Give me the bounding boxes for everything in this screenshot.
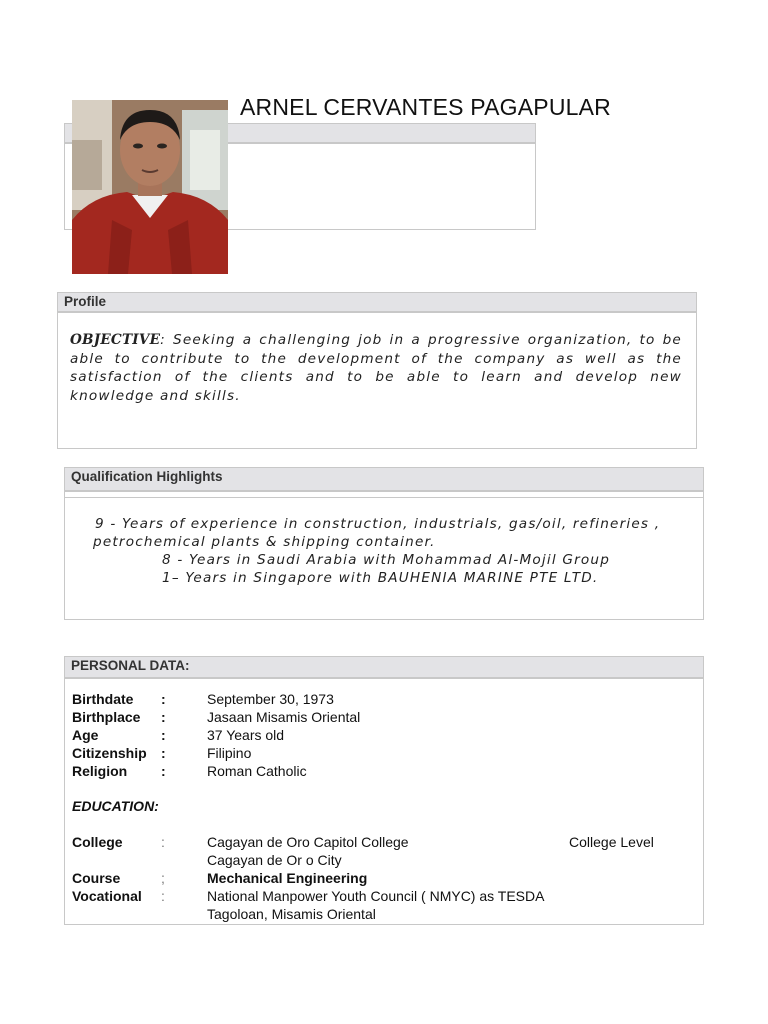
age-label: Age	[72, 727, 99, 743]
college-city: Cagayan de Or o City	[207, 852, 342, 868]
vocational-location: Tagoloan, Misamis Oriental	[207, 906, 376, 922]
profile-heading: Profile	[58, 293, 696, 313]
objective-paragraph	[70, 331, 682, 405]
personal-data-section	[64, 656, 704, 925]
age-value: 37 Years old	[207, 727, 285, 743]
college-level: College Level	[569, 834, 654, 850]
vocational-value: National Manpower Youth Council ( NMYC) as TESDA	[207, 888, 545, 904]
vocational-label: Vocational	[72, 888, 142, 904]
vocational-colon: :	[161, 888, 165, 904]
qualification-line-4: 1– Years in Singapore with BAUHENIA MARINE PTE LTD.	[162, 570, 599, 586]
qualification-line-2: petrochemical plants & shipping container.	[93, 534, 436, 550]
education-heading: EDUCATION:	[72, 798, 159, 814]
qualifications-divider	[65, 490, 703, 498]
personal-data-heading: PERSONAL DATA:	[65, 657, 703, 679]
course-label: Course	[72, 870, 121, 886]
birthplace-label: Birthplace	[72, 709, 141, 725]
qualification-line-1: 9 - Years of experience in construction, industrials, gas/oil, refineries ,	[95, 516, 661, 532]
profile-photo	[72, 100, 228, 274]
birthdate-value: September 30, 1973	[207, 691, 334, 707]
age-colon: :	[161, 727, 166, 743]
college-colon: :	[161, 834, 165, 850]
citizenship-label: Citizenship	[72, 745, 147, 761]
profile-photo-image	[72, 100, 228, 274]
birthdate-colon: :	[161, 691, 166, 707]
college-value: Cagayan de Oro Capitol College	[207, 834, 409, 850]
course-separator: ;	[161, 870, 165, 886]
candidate-name: ARNEL CERVANTES PAGAPULAR	[240, 94, 611, 120]
birthplace-colon: :	[161, 709, 166, 725]
religion-value: Roman Catholic	[207, 763, 307, 779]
objective-text: : Seeking a challenging job in a progressive organization, to be able to contribute to the development of the company as well as the satisfaction of the clients and to be able to learn and develop new knowledge and skills.	[70, 332, 682, 404]
course-value: Mechanical Engineering	[207, 870, 368, 886]
religion-colon: :	[161, 763, 166, 779]
citizenship-value: Filipino	[207, 745, 252, 761]
religion-label: Religion	[72, 763, 128, 779]
citizenship-colon: :	[161, 745, 166, 761]
qualifications-heading: Qualification Highlights	[65, 468, 703, 490]
birthdate-label: Birthdate	[72, 691, 134, 707]
objective-label: OBJECTIVE	[70, 332, 161, 348]
college-label: College	[72, 834, 123, 850]
birthplace-value: Jasaan Misamis Oriental	[207, 709, 361, 725]
qualification-line-3: 8 - Years in Saudi Arabia with Mohammad Al-Mojil Group	[162, 552, 611, 568]
